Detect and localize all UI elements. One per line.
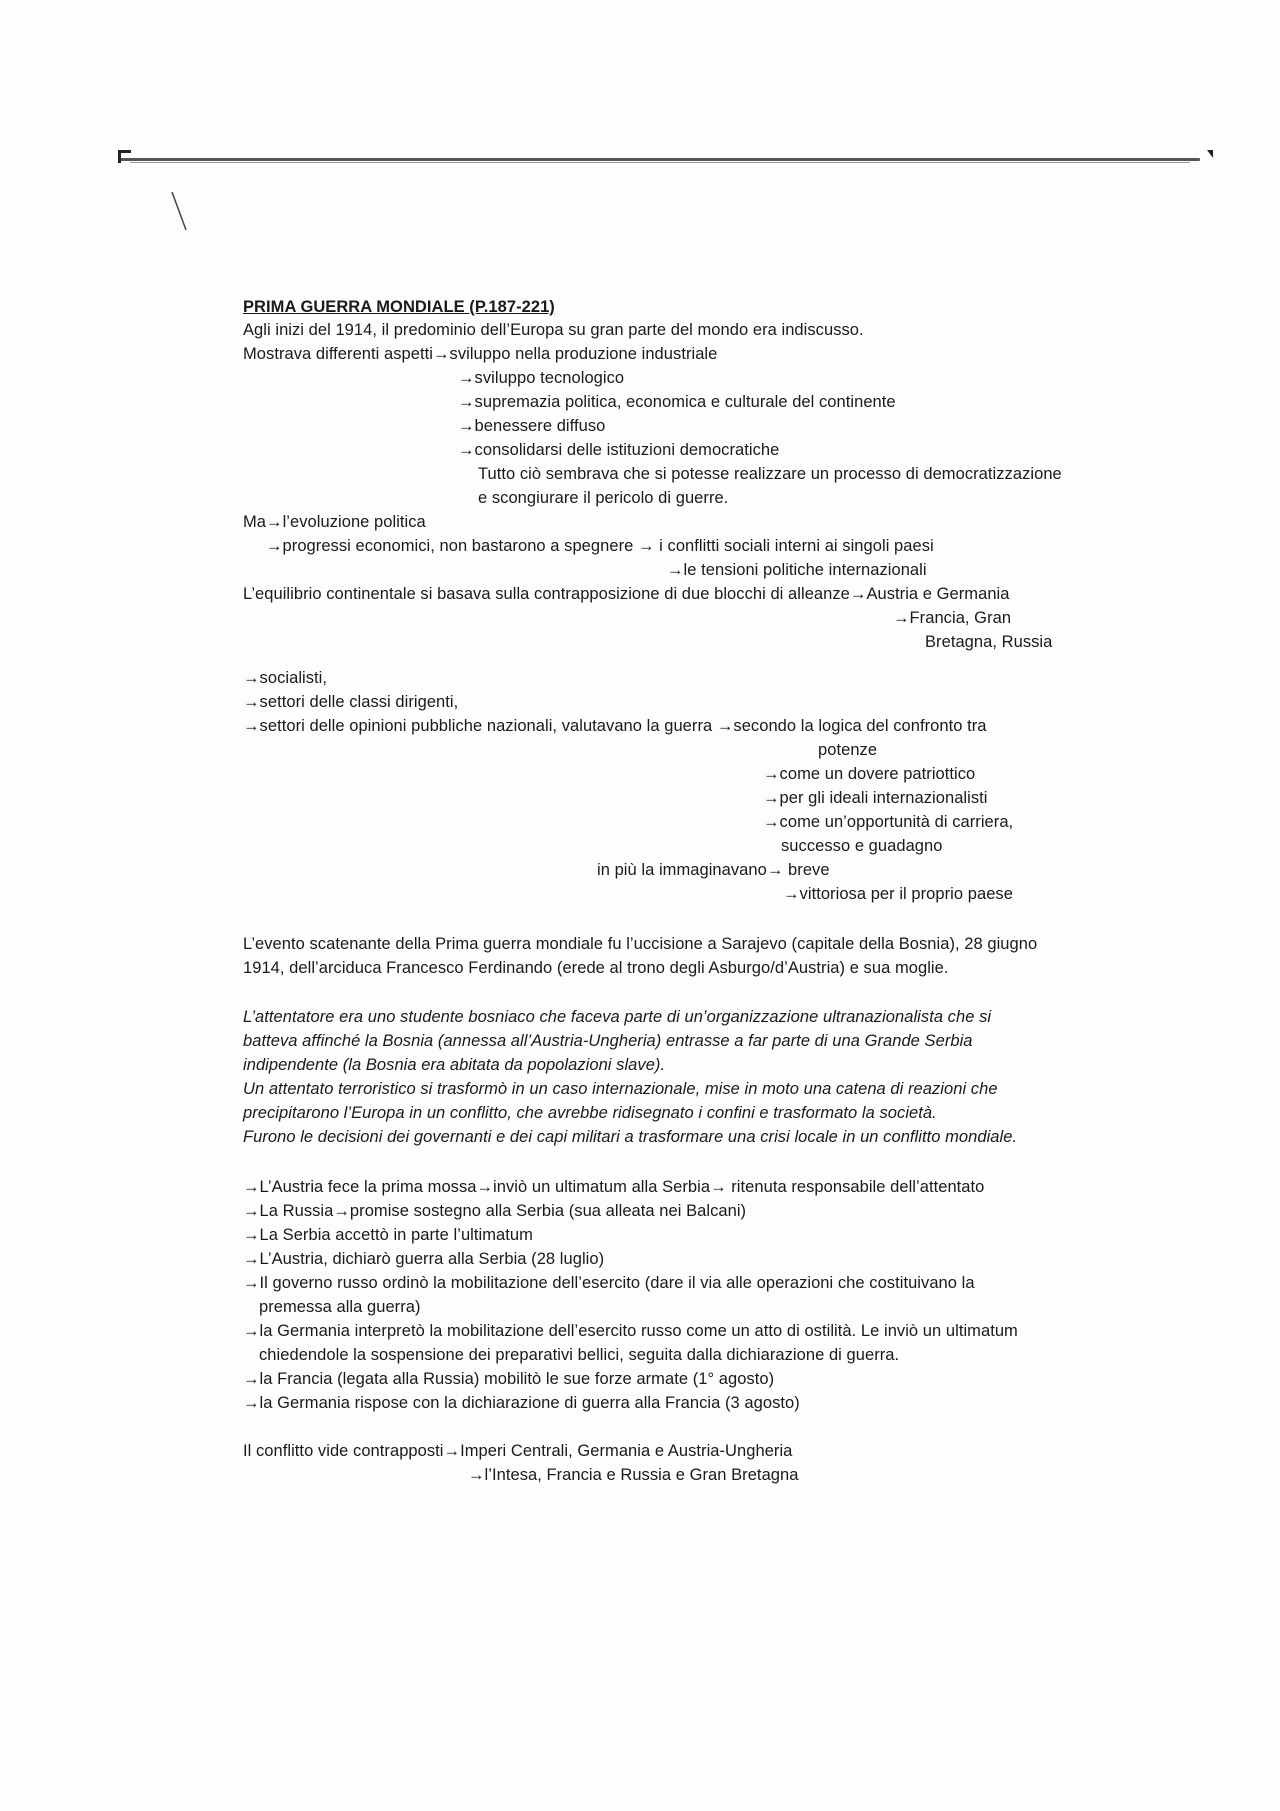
event-item: →L’Austria fece la prima mossa→inviò un ultimatum alla Serbia→ ritenuta responsabile dell’attentato (243, 1178, 985, 1196)
group-socialists: →socialisti, (243, 669, 328, 687)
view-patriotic: →come un dovere patriottico (763, 765, 976, 783)
imagine-line-2: →vittoriosa per il proprio paese (783, 885, 1013, 903)
aspect-item: →supremazia politica, economica e culturale del continente (458, 393, 896, 411)
aspect-item: →benessere diffuso (458, 417, 606, 435)
event-item: →L’Austria, dichiarò guerra alla Serbia (28 luglio) (243, 1250, 605, 1268)
group-public-opinion: →settori delle opinioni pubbliche nazionali, valutavano la guerra →secondo la logica del confronto tra (243, 717, 987, 735)
view-career-cont: successo e guadagno (781, 837, 943, 855)
italic-line: Furono le decisioni dei governanti e dei capi militari a trasformare una crisi locale in un conflitto mondiale. (243, 1128, 1018, 1146)
aspect-item: →sviluppo tecnologico (458, 369, 625, 387)
event-item: →La Russia→promise sostegno alla Serbia (sua alleata nei Balcani) (243, 1202, 747, 1220)
pen-stroke-mark (170, 190, 190, 234)
scan-top-rule (118, 158, 1200, 161)
trigger-line-1: L’evento scatenante della Prima guerra mondiale fu l’uccisione a Sarajevo (capitale della Bosnia), 28 giugno (243, 935, 1038, 953)
scan-top-rule-shadow (130, 162, 1190, 163)
balance-line-2: →Francia, Gran (893, 609, 1012, 627)
but-line-3: →le tensioni politiche internazionali (667, 561, 927, 579)
event-item: →la Germania interpretò la mobilitazione dell’esercito russo come un atto di ostilità. Le inviò un ultimatum (243, 1322, 1018, 1340)
event-item: →la Francia (legata alla Russia) mobilitò le sue forze armate (1° agosto) (243, 1370, 775, 1388)
event-item-cont: premessa alla guerra) (259, 1298, 421, 1316)
event-item: →la Germania rispose con la dichiarazione di guerra alla Francia (3 agosto) (243, 1394, 800, 1412)
group-elites: →settori delle classi dirigenti, (243, 693, 459, 711)
intro-conclusion-2: e scongiurare il pericolo di guerre. (478, 489, 729, 507)
view-internationalist: →per gli ideali internazionalisti (763, 789, 988, 807)
view-career: →come un’opportunità di carriera, (763, 813, 1014, 831)
italic-line: batteva affinché la Bosnia (annessa all’Austria-Ungheria) entrasse a far parte di una Grande Serbia (243, 1032, 973, 1050)
intro-line-2: Mostrava differenti aspetti→sviluppo nella produzione industriale (243, 345, 718, 363)
balance-line-3: Bretagna, Russia (925, 633, 1053, 651)
italic-line: L’attentatore era uno studente bosniaco che faceva parte di un’organizzazione ultranazionalista che si (243, 1008, 992, 1026)
trigger-line-2: 1914, dell’arciduca Francesco Ferdinando (erede al trono degli Asburgo/d’Austria) e sua moglie. (243, 959, 949, 977)
but-line-1: Ma→l’evoluzione politica (243, 513, 426, 531)
italic-line: Un attentato terroristico si trasformò in un caso internazionale, mise in moto una catena di reazioni che (243, 1080, 998, 1098)
event-item: →La Serbia accettò in parte l’ultimatum (243, 1226, 533, 1244)
balance-line-1: L’equilibrio continentale si basava sulla contrapposizione di due blocchi di alleanze→Austria e Germania (243, 585, 1010, 603)
scan-corner-left (118, 150, 131, 163)
sides-line-2: →l’Intesa, Francia e Russia e Gran Bretagna (468, 1466, 799, 1484)
italic-line: indipendente (la Bosnia era abitata da popolazioni slave). (243, 1056, 666, 1074)
page-title: PRIMA GUERRA MONDIALE (P.187-221) (243, 298, 555, 316)
view-powers-cont: potenze (818, 741, 878, 759)
aspect-item: →consolidarsi delle istituzioni democratiche (458, 441, 780, 459)
event-item-cont: chiedendole la sospensione dei preparativi bellici, seguita dalla dichiarazione di guerra. (259, 1346, 900, 1364)
imagine-line: in più la immaginavano→ breve (597, 861, 830, 879)
intro-line-1: Agli inizi del 1914, il predominio dell’Europa su gran parte del mondo era indiscusso. (243, 321, 864, 339)
intro-conclusion-1: Tutto ciò sembrava che si potesse realizzare un processo di democratizzazione (478, 465, 1062, 483)
sides-line-1: Il conflitto vide contrapposti→Imperi Centrali, Germania e Austria-Ungheria (243, 1442, 793, 1460)
scan-corner-right (1207, 150, 1213, 158)
but-line-2: →progressi economici, non bastarono a spegnere → i conflitti sociali interni ai singoli paesi (266, 537, 934, 555)
event-item: →Il governo russo ordinò la mobilitazione dell’esercito (dare il via alle operazioni che costituivano la (243, 1274, 975, 1292)
italic-line: precipitarono l’Europa in un conflitto, che avrebbe ridisegnato i confini e trasformato la società. (243, 1104, 937, 1122)
